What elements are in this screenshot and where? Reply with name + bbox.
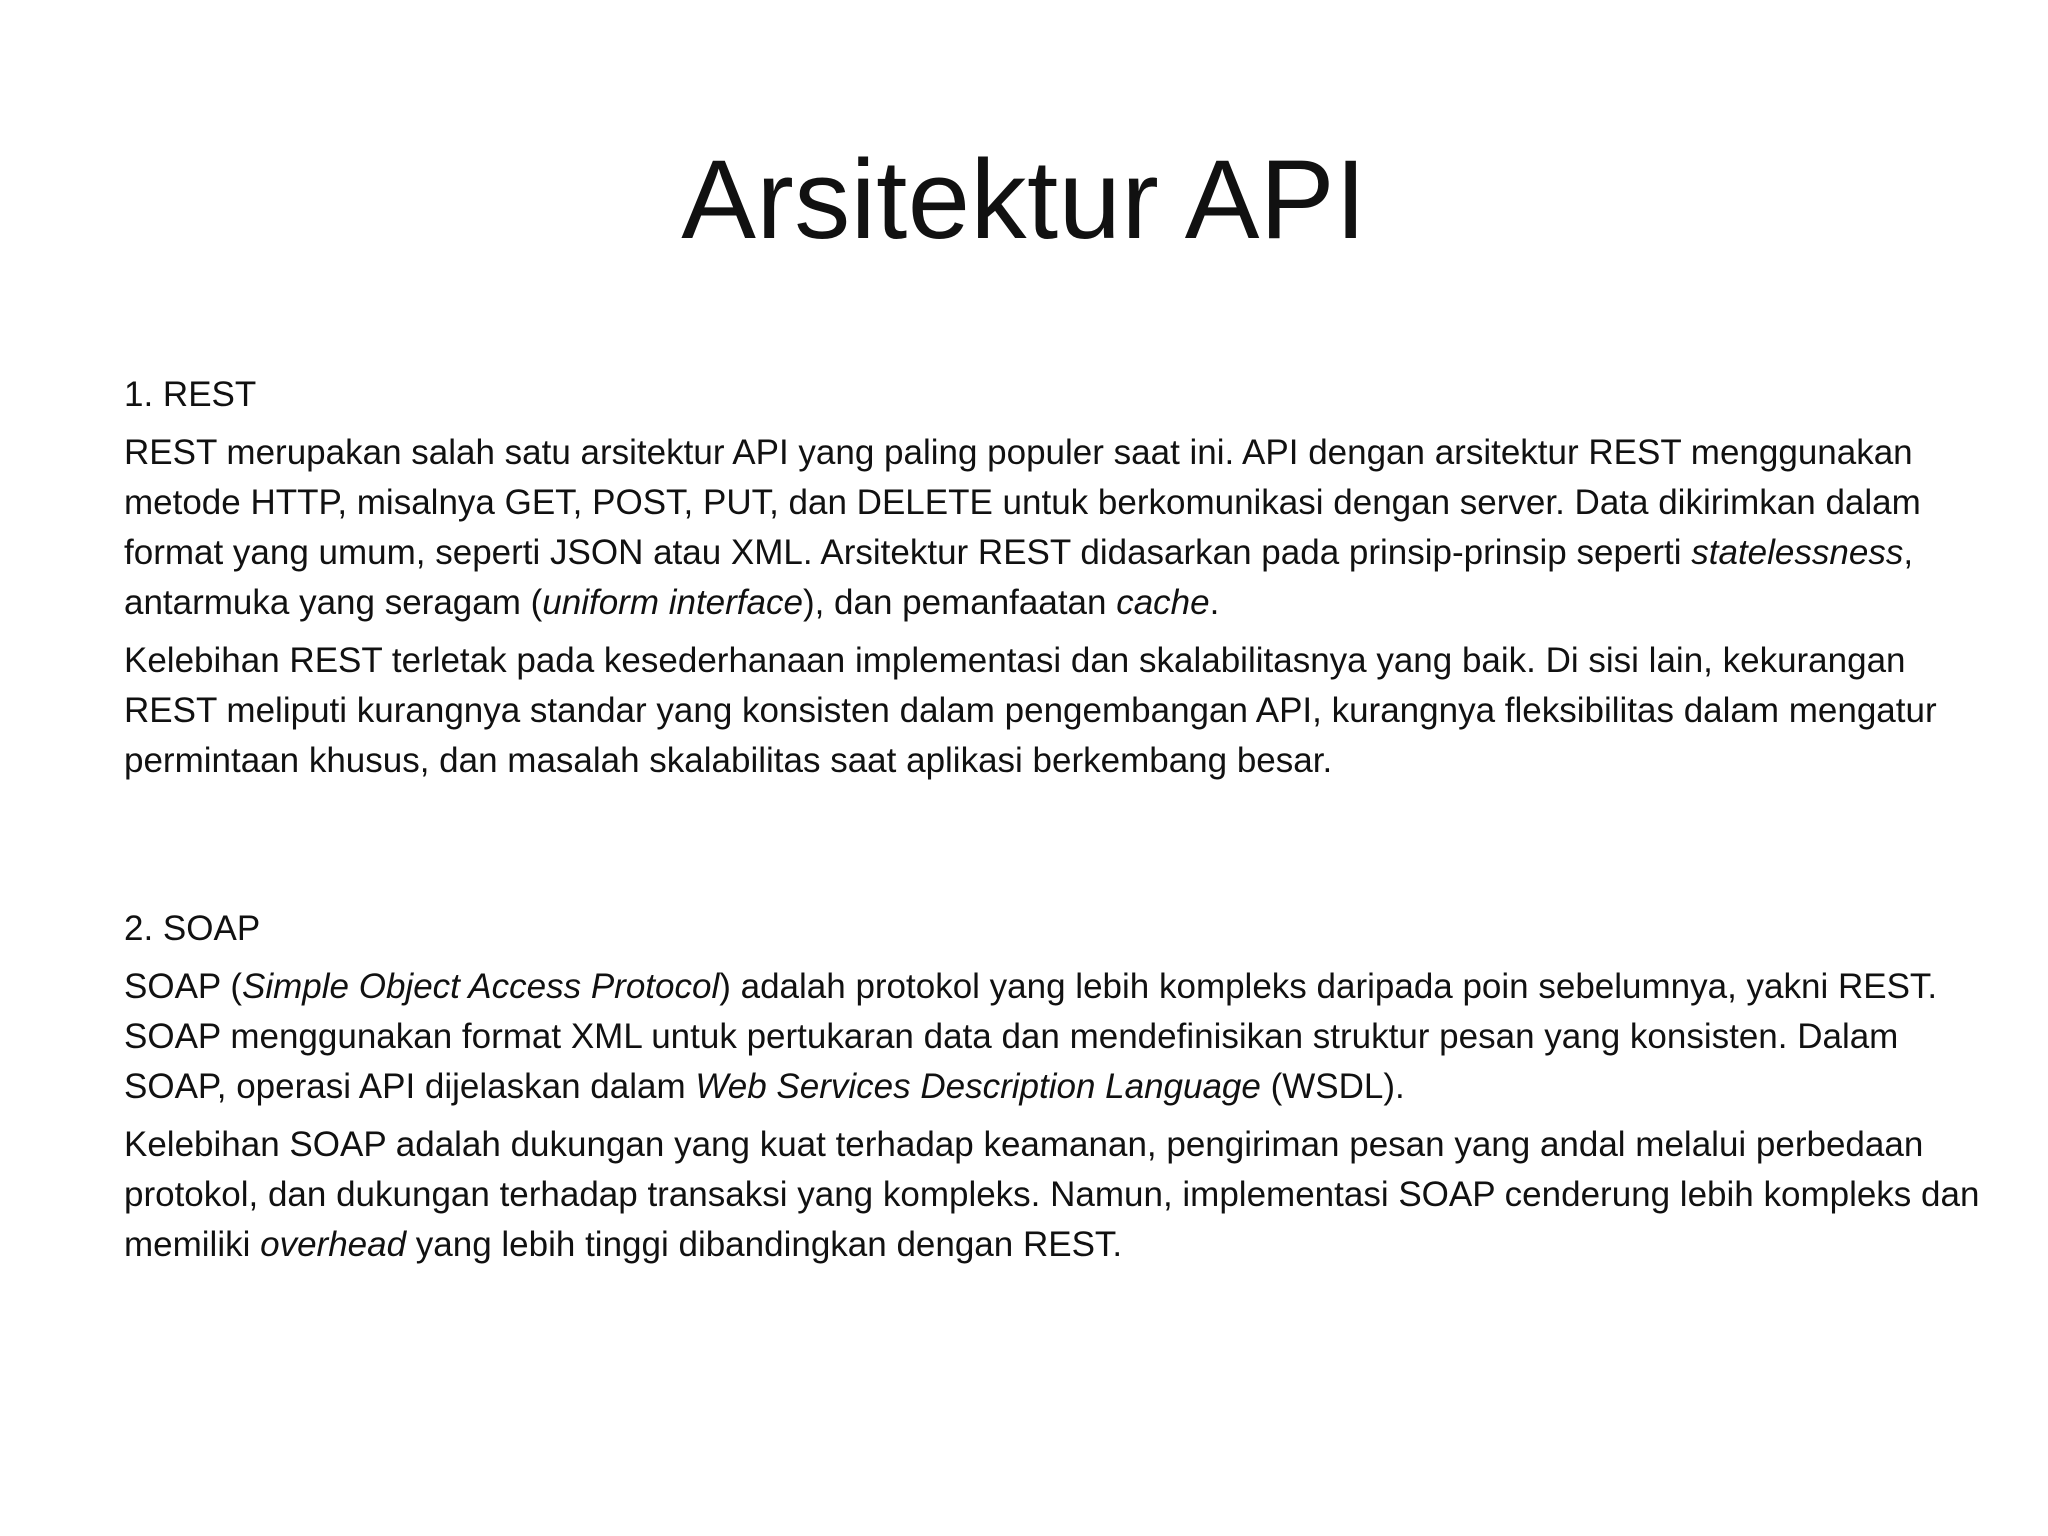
text-run: SOAP ( bbox=[124, 967, 243, 1006]
text-run: ) adalah protokol yang lebih kompleks daripada poin sebelumnya, yakni REST. SOAP menggunakan format XML untuk pertukaran data dan mendefinisikan struktur pesan yang konsisten. Dalam SOAP, operasi API dijelaskan dalam bbox=[124, 967, 1938, 1106]
section-spacer bbox=[124, 794, 1984, 904]
rest-description bbox=[124, 428, 1984, 628]
section-heading-rest: 1. REST bbox=[124, 375, 257, 414]
text-run: ), dan pemanfaatan bbox=[802, 583, 1117, 622]
slide-title: Arsitektur API bbox=[681, 137, 1367, 262]
text-run: (WSDL). bbox=[1260, 1067, 1405, 1106]
italic-term: overhead bbox=[260, 1225, 407, 1264]
italic-term: Simple Object Access Protocol bbox=[242, 967, 720, 1006]
italic-term: cache bbox=[1116, 583, 1210, 622]
section-heading-soap: 2. SOAP bbox=[124, 909, 261, 948]
text-run: REST merupakan salah satu arsitektur API yang paling populer saat ini. API dengan arsitektur REST menggunakan metode HTTP, misalnya GET, POST, PUT, dan DELETE untuk berkomunikasi dengan server. Data dikirimkan dalam format yang umum, seperti JSON atau XML. Arsitektur REST didasarkan pada prinsip-prinsip seperti bbox=[124, 433, 1921, 572]
soap-description bbox=[124, 962, 1984, 1112]
section-rest bbox=[124, 370, 1984, 786]
italic-term: uniform interface bbox=[542, 583, 803, 622]
text-run: . bbox=[1209, 583, 1220, 622]
italic-term: Web Services Description Language bbox=[695, 1067, 1261, 1106]
text-run: Kelebihan SOAP adalah dukungan yang kuat terhadap keamanan, pengiriman pesan yang andal melalui perbedaan protokol, dan dukungan terhadap transaksi yang kompleks. Namun, implementasi SOAP cenderung lebih kompleks dan memiliki bbox=[124, 1125, 1980, 1264]
text-run: , antarmuka yang seragam ( bbox=[124, 533, 1914, 622]
section-soap bbox=[124, 904, 1984, 1270]
italic-term: statelessness bbox=[1691, 533, 1904, 572]
soap-pros-cons bbox=[124, 1120, 1984, 1270]
rest-pros-cons: Kelebihan REST terletak pada kesederhanaan implementasi dan skalabilitasnya yang baik. Di sisi lain, kekurangan REST meliputi kurangnya standar yang konsisten dalam pengembangan API, kurangnya fleksibilitas dalam mengatur permintaan khusus, dan masalah skalabilitas saat aplikasi berkembang besar. bbox=[124, 641, 1937, 780]
text-run: yang lebih tinggi dibandingkan dengan REST. bbox=[406, 1225, 1123, 1264]
slide-content bbox=[124, 370, 1984, 1278]
